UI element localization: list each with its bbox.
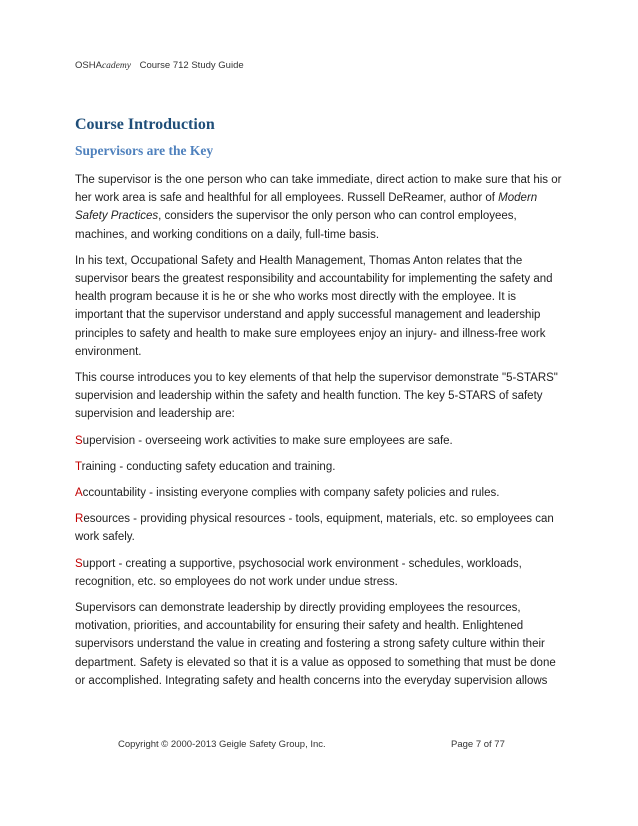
- footer-copyright: Copyright © 2000-2013 Geigle Safety Group, Inc.: [118, 739, 326, 750]
- star-initial: A: [75, 487, 83, 500]
- book-title: Modern Safety Practices: [75, 192, 538, 223]
- header-brand-prefix: OSHA: [75, 60, 102, 71]
- star-text: raining - conducting safety education and training.: [81, 460, 336, 473]
- star-item-resources: [75, 510, 567, 546]
- paragraph-supervisor-role: [75, 171, 567, 244]
- footer-page-number: Page 7 of 77: [451, 739, 505, 750]
- section-subtitle: Supervisors are the Key: [75, 143, 214, 158]
- paragraph-text: , considers the supervisor the only person who can control employees, machines, and working conditions on a daily, full-time basis.: [75, 210, 517, 241]
- star-initial: R: [75, 513, 84, 526]
- star-text: ccountability - insisting everyone complies with company safety policies and rules.: [82, 487, 500, 500]
- star-initial: T: [75, 460, 82, 473]
- star-item-supervision: [75, 432, 567, 450]
- header-brand-suffix: cademy: [101, 61, 131, 71]
- star-item-accountability: [75, 484, 567, 502]
- paragraph-leadership: Supervisors can demonstrate leadership by directly providing employees the resources, motivation, priorities, and accountability for ensuring their safety and health. Enlightened supervisors understand the value in creating and fostering a strong safety culture within their department. Safety is elevated so that it is a value as opposed to something that must be done or accomplished. Integrating safety and health concerns into the everyday supervision allows: [75, 602, 556, 687]
- star-initial: S: [75, 557, 83, 570]
- star-item-training: [75, 458, 567, 476]
- header-course: Course 712 Study Guide: [139, 60, 244, 71]
- section-title: Course Introduction: [75, 116, 215, 133]
- page-content: [75, 114, 567, 698]
- paragraph-text: The supervisor is the one person who can take immediate, direct action to make sure that his or her work area is safe and healthful for all employees. Russell DeReamer, author of: [75, 174, 562, 205]
- page-header: [75, 60, 244, 71]
- paragraph-anton: In his text, Occupational Safety and Health Management, Thomas Anton relates that the supervisor bears the greatest responsibility and accountability for implementing the safety and health program because it is he or she who works most directly with the employee. It is important that the supervisor understand and apply successful management and leadership principles to safety and health to make sure employees enjoy an injury- and illness-free work environment.: [75, 254, 553, 358]
- star-item-support: [75, 555, 567, 591]
- star-text: esources - providing physical resources - tools, equipment, materials, etc. so employees can work safely.: [75, 513, 554, 544]
- star-text: upport - creating a supportive, psychosocial work environment - schedules, workloads, recognition, etc. so employees do not work under undue stress.: [75, 557, 522, 588]
- star-initial: S: [75, 434, 83, 447]
- paragraph-5-stars-intro: This course introduces you to key elements of that help the supervisor demonstrate "5-STARS" supervision and leadership within the safety and health function. The key 5-STARS of safety supervision and leadership are:: [75, 372, 558, 421]
- star-text: upervision - overseeing work activities to make sure employees are safe.: [82, 434, 453, 447]
